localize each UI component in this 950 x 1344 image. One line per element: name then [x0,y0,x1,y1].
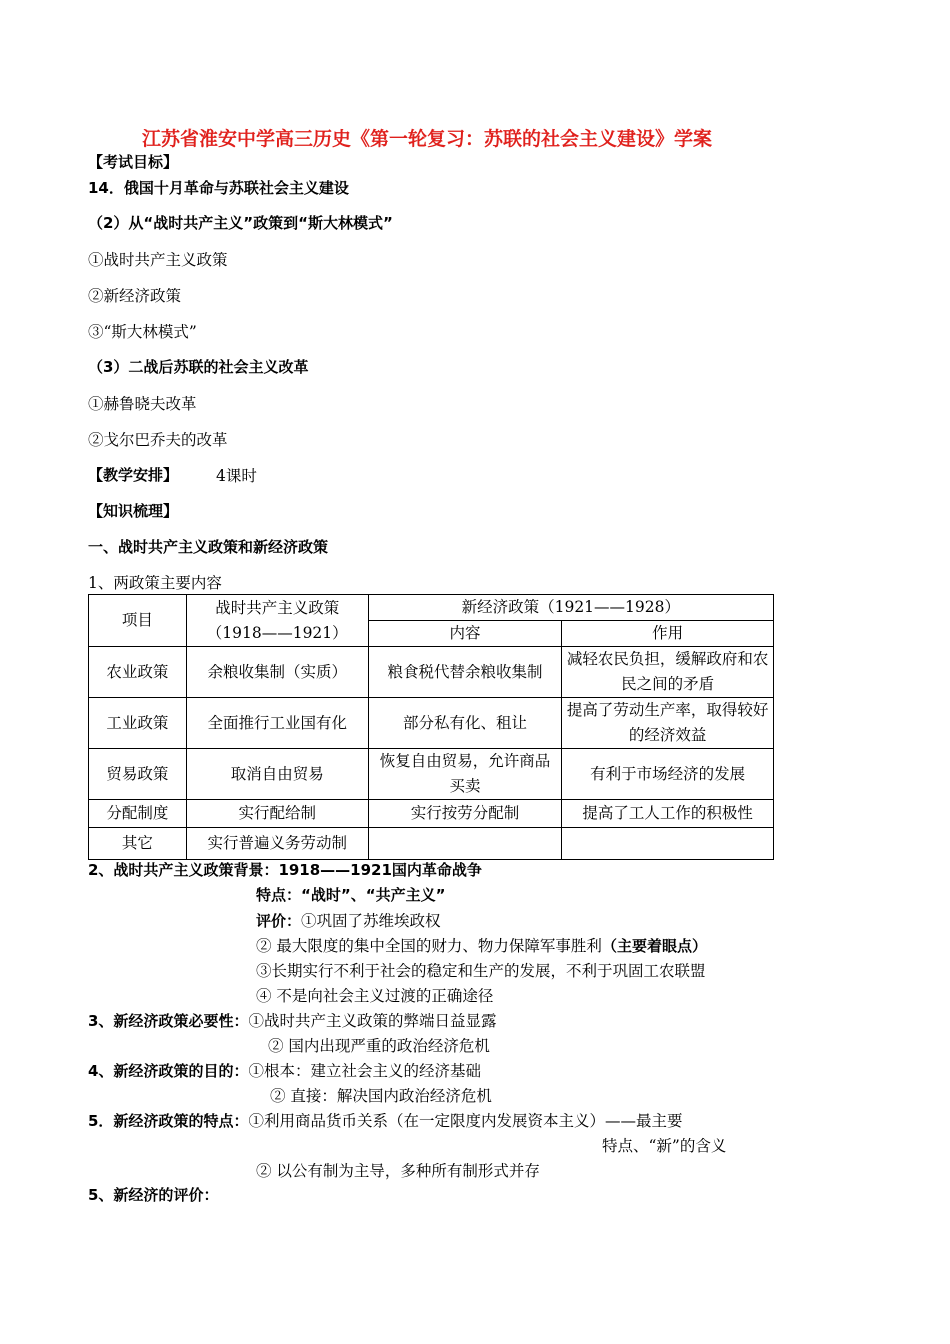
row-item: 分配制度 [89,800,187,828]
row-content: 恢复自由贸易，允许商品买卖 [368,749,562,800]
policy-comparison-table [88,594,774,860]
s4-item-2: ② 直接：解决国内政治经济危机 [270,1087,492,1105]
s2-eval-line1 [256,909,441,931]
s5-label: 5．新经济政策的特点： [88,1112,249,1130]
section1-heading: 一、战时共产主义政策和新经济政策 [88,538,329,556]
row-item: 贸易政策 [89,749,187,800]
s5-line1 [88,1109,682,1131]
header-war-communism-years: （1918——1921） [206,623,348,642]
sub2-item-1: ①战时共产主义政策 [88,251,228,269]
row-war: 实行普遍义务劳动制 [186,828,368,860]
teaching-heading: 【教学安排】 [88,466,179,484]
s2-eval-3: ③长期实行不利于社会的稳定和生产的发展，不利于巩固工农联盟 [256,962,706,980]
row-war: 余粮收集制（实质） [186,647,368,698]
sub3-item-2: ②戈尔巴乔夫的改革 [88,431,228,449]
s5-item-1-cont: 特点、“新”的含义 [602,1137,727,1155]
s3-item-1: ①战时共产主义政策的弊端日益显露 [248,1012,497,1030]
table-row [89,749,774,800]
header-item: 项目 [89,595,187,647]
row-content: 部分私有化、租让 [368,698,562,749]
row-effect: 减轻农民负担，缓解政府和农民之间的矛盾 [562,647,774,698]
table-row [89,800,774,828]
row-effect: 提高了劳动生产率，取得较好的经济效益 [562,698,774,749]
s2-eval-1: ①巩固了苏维埃政权 [301,912,441,930]
s2-feature: 特点：“战时”、“共产主义” [256,886,446,904]
exam-goal-topic: 14．俄国十月革命与苏联社会主义建设 [88,179,349,197]
page-title: 江苏省淮安中学高三历史《第一轮复习：苏联的社会主义建设》学案 [142,128,713,150]
header-war-communism [186,595,368,647]
exam-goal-sub2: （2）从“战时共产主义”政策到“斯大林模式” [88,214,393,232]
s4-item-1: ①根本：建立社会主义的经济基础 [248,1062,481,1080]
row-content: 粮食税代替余粮收集制 [368,647,562,698]
table-row [89,828,774,860]
exam-goal-heading: 【考试目标】 [88,153,179,171]
s2-eval-label: 评价： [256,912,302,930]
row-item: 农业政策 [89,647,187,698]
row-war: 全面推行工业国有化 [186,698,368,749]
exam-goal-sub3: （3）二战后苏联的社会主义改革 [88,358,309,376]
sub3-item-1: ①赫鲁晓夫改革 [88,395,197,413]
s5-item-1: ①利用商品货币关系（在一定限度内发展资本主义）——最主要 [248,1112,683,1130]
s5-item-2: ② 以公有制为主导，多种所有制形式并存 [256,1162,540,1180]
sub2-item-3: ③“斯大林模式” [88,323,197,341]
row-content: 实行按劳分配制 [368,800,562,828]
knowledge-heading: 【知识梳理】 [88,502,179,520]
header-nep: 新经济政策（1921——1928） [368,595,773,621]
s3-label: 3、新经济政策必要性： [88,1012,249,1030]
s2-eval-2: ② 最大限度的集中全国的财力、物力保障军事胜利 [256,937,602,955]
header-war-communism-label: 战时共产主义政策 [215,598,340,617]
s2-eval-line2 [256,934,707,956]
sub2-item-2: ②新经济政策 [88,287,182,305]
table-row [89,647,774,698]
s2-label: 2、战时共产主义政策背景：1918——1921国内革命战争 [88,861,482,879]
row-effect [562,828,774,860]
s2-eval-2-note: （主要着眼点） [601,937,707,955]
row-content [368,828,562,860]
s4-line1 [88,1059,481,1081]
row-item: 其它 [89,828,187,860]
s3-item-2: ② 国内出现严重的政治经济危机 [268,1037,490,1055]
header-effect: 作用 [562,621,774,647]
row-effect: 提高了工人工作的积极性 [562,800,774,828]
section1-sub1: 1、两政策主要内容 [88,574,222,592]
s4-label: 4、新经济政策的目的： [88,1062,249,1080]
row-item: 工业政策 [89,698,187,749]
s6-label: 5、新经济的评价： [88,1186,219,1204]
row-war: 取消自由贸易 [186,749,368,800]
s3-line1 [88,1009,496,1031]
table-row [89,698,774,749]
s2-eval-4: ④ 不是向社会主义过渡的正确途径 [256,987,494,1005]
row-effect: 有利于市场经济的发展 [562,749,774,800]
teaching-value: 4课时 [216,467,257,485]
header-content: 内容 [368,621,562,647]
row-war: 实行配给制 [186,800,368,828]
